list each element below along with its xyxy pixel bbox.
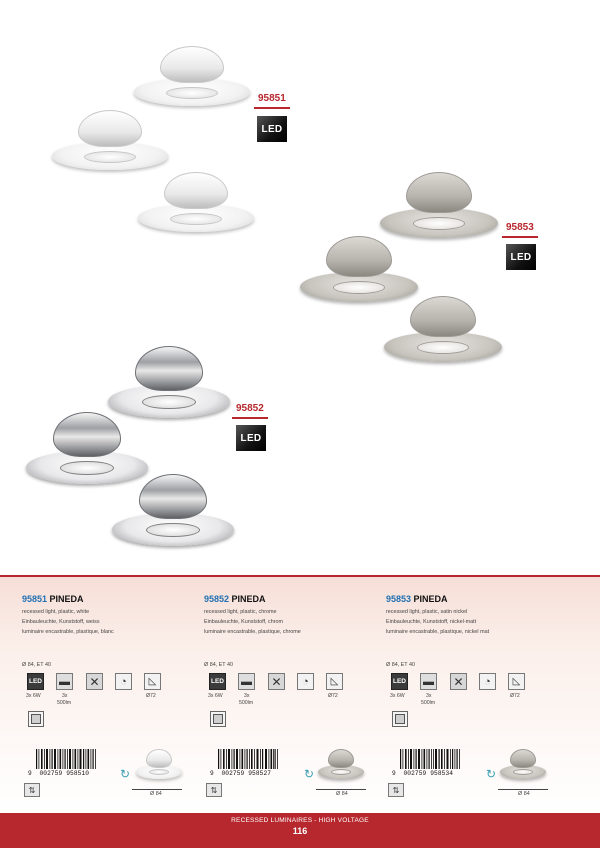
barcode-bars <box>210 749 290 769</box>
product-column-95853 <box>386 577 566 815</box>
led-badge-95852: LED <box>236 425 266 451</box>
spec-lumen-count: 3x <box>62 693 68 699</box>
spec-cutout: Ø72 <box>510 693 520 699</box>
led-badge-95851: LED <box>257 116 287 142</box>
product-code-label-95853: 95853 <box>506 222 534 233</box>
spec-lumen: 500lm <box>57 700 72 706</box>
led-icon: LED <box>209 673 226 690</box>
dimension-ruler <box>316 789 366 790</box>
rotate-icon: ◔ <box>297 673 314 690</box>
dimension-lamp-thumbnail <box>136 749 182 779</box>
product-code-label-95851: 95851 <box>258 93 286 104</box>
product-photo-lamp <box>300 236 418 302</box>
product-dimensions: Ø 84, ET 40 <box>204 662 233 668</box>
product-photo-lamp <box>134 46 250 106</box>
product-info-band <box>0 575 600 813</box>
spec-cutout: Ø72 <box>146 693 156 699</box>
spec-lumen-count: 3x <box>426 693 432 699</box>
dimension-label: Ø 84 <box>150 791 162 797</box>
protection-class-icon <box>210 711 226 727</box>
product-title: 95851 PINEDA <box>22 594 84 604</box>
barcode-bars <box>28 749 108 769</box>
installation-icon: ⇅ <box>388 783 404 797</box>
product-photo-lamp <box>108 346 230 418</box>
barcode <box>210 749 290 775</box>
spec-power: 3x 6W <box>26 693 41 699</box>
page-footer <box>0 813 600 848</box>
barcode-bars <box>392 749 472 769</box>
product-dimensions: Ø 84, ET 40 <box>386 662 415 668</box>
product-photo-lamp <box>112 474 234 546</box>
spec-lumen: 500lm <box>421 700 436 706</box>
barcode-number: 9 002759 958527 <box>210 770 272 777</box>
product-description: recessed light, plastic, white Einbauleuchte, Kunststoff, weiss luminaire encastrable, plastique, blanc <box>22 609 114 635</box>
installation-icon: ⇅ <box>24 783 40 797</box>
cutout-icon: ◺ <box>326 673 343 690</box>
protection-class-icon <box>392 711 408 727</box>
product-photo-lamp <box>52 110 168 170</box>
rotate-icon: ◔ <box>115 673 132 690</box>
installation-icon: ⇅ <box>206 783 222 797</box>
tilt-arrow-icon: ↻ <box>120 767 131 781</box>
spec-lumen-count: 3x <box>244 693 250 699</box>
no-dimmer-icon: ✕ <box>268 673 285 690</box>
tilt-arrow-icon: ↻ <box>304 767 315 781</box>
lumen-icon: ▬ <box>56 673 73 690</box>
spec-cutout: Ø72 <box>328 693 338 699</box>
led-icon: LED <box>391 673 408 690</box>
section-title: RECESSED LUMINAIRES - HIGH VOLTAGE <box>231 817 369 824</box>
product-column-95852 <box>204 577 384 815</box>
rotate-icon: ◔ <box>479 673 496 690</box>
no-dimmer-icon: ✕ <box>450 673 467 690</box>
barcode <box>28 749 108 775</box>
tilt-arrow-icon: ↻ <box>486 767 497 781</box>
no-dimmer-icon: ✕ <box>86 673 103 690</box>
barcode-number: 9 002759 958510 <box>28 770 90 777</box>
product-description: recessed light, plastic, chrome Einbauleuchte, Kunststoff, chrom luminaire encastrable, plastique, chrome <box>204 609 301 635</box>
lumen-icon: ▬ <box>420 673 437 690</box>
barcode <box>392 749 472 775</box>
dimension-lamp-thumbnail <box>500 749 546 779</box>
product-photo-lamp <box>138 172 254 232</box>
led-icon: LED <box>27 673 44 690</box>
product-photo-lamp <box>380 172 498 238</box>
lumen-icon: ▬ <box>238 673 255 690</box>
dimension-ruler <box>498 789 548 790</box>
spec-lumen: 500lm <box>239 700 254 706</box>
dimension-lamp-thumbnail <box>318 749 364 779</box>
barcode-number: 9 002759 958534 <box>392 770 454 777</box>
product-description: recessed light, plastic, satin nickel Einbauleuchte, Kunststoff, nickel-matt luminaire encastrable, plastique, nickel mat <box>386 609 490 635</box>
product-title: 95853 PINEDA <box>386 594 448 604</box>
product-photo-lamp <box>384 296 502 362</box>
protection-class-icon <box>28 711 44 727</box>
product-title: 95852 PINEDA <box>204 594 266 604</box>
led-badge-95853: LED <box>506 244 536 270</box>
product-dimensions: Ø 84, ET 40 <box>22 662 51 668</box>
product-code-label-95852: 95852 <box>236 403 264 414</box>
cutout-icon: ◺ <box>144 673 161 690</box>
product-column-95851 <box>22 577 202 815</box>
page-number: 116 <box>292 826 308 836</box>
dimension-ruler <box>132 789 182 790</box>
spec-power: 3x 6W <box>208 693 223 699</box>
cutout-icon: ◺ <box>508 673 525 690</box>
dimension-label: Ø 84 <box>518 791 530 797</box>
dimension-label: Ø 84 <box>336 791 348 797</box>
spec-power: 3x 6W <box>390 693 405 699</box>
